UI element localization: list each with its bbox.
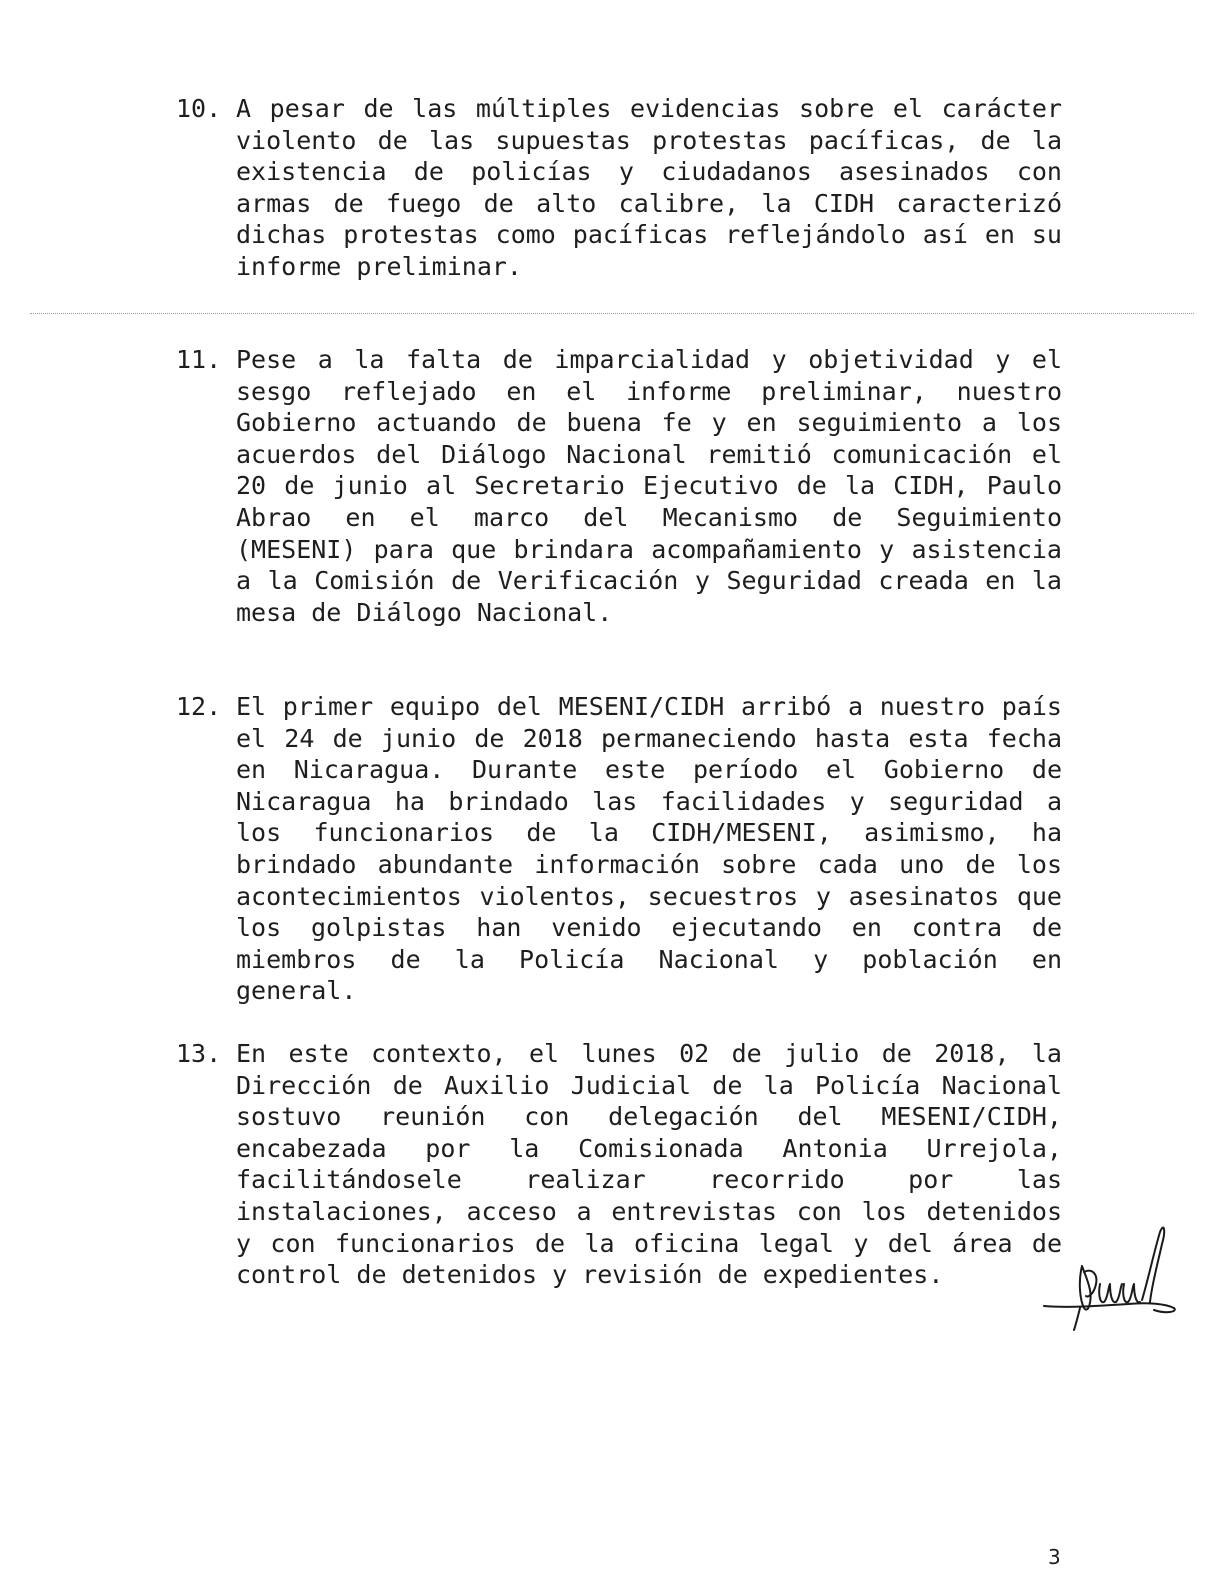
paragraph-text: A pesar de las múltiples evidencias sobre el carácter violento de las supuestas protestas pacíficas, de la existencia de policías y ciudadanos asesinados con armas de fuego de alto calibre, la CIDH caracterizó dichas protestas como pacíficas reflejándolo así en su informe preliminar.: [236, 94, 1062, 281]
page-number: 3: [1048, 1545, 1061, 1569]
paragraph-text: En este contexto, el lunes 02 de julio de 2018, la Dirección de Auxilio Judicial de la Policía Nacional sostuvo reunión con delegación del MESENI/CIDH, encabezada por la Comisionada Antonia Urrejola, facilitándosele realizar recorrido por las instalaciones, acceso a entrevistas con los detenidos y con funcionarios de la oficina legal y del área de control de detenidos y revisión de expedientes.: [236, 1039, 1062, 1290]
paragraph-12: [176, 691, 1062, 1007]
handwritten-signature: [1038, 1222, 1188, 1332]
paragraph-13: [176, 1038, 1062, 1291]
paragraph-number: 13.: [176, 1039, 222, 1068]
paragraph-text: Pese a la falta de imparcialidad y objetividad y el sesgo reflejado en el informe preliminar, nuestro Gobierno actuando de buena fe y en seguimiento a los acuerdos del Diálogo Nacional remitió comunicación el 20 de junio al Secretario Ejecutivo de la CIDH, Paulo Abrao en el marco del Mecanismo de Seguimiento (MESENI) para que brindara acompañamiento y asistencia a la Comisión de Verificación y Seguridad creada en la mesa de Diálogo Nacional.: [236, 345, 1062, 627]
paragraph-number: 11.: [176, 345, 222, 374]
paragraph-number: 12.: [176, 692, 222, 721]
paragraph-text: El primer equipo del MESENI/CIDH arribó a nuestro país el 24 de junio de 2018 permaneciendo hasta esta fecha en Nicaragua. Durante este período el Gobierno de Nicaragua ha brindado las facilidades y seguridad a los funcionarios de la CIDH/MESENI, asimismo, ha brindado abundante información sobre cada uno de los acontecimientos violentos, secuestros y asesinatos que los golpistas han venido ejecutando en contra de miembros de la Policía Nacional y población en general.: [236, 692, 1062, 1006]
paragraph-11: [176, 344, 1062, 628]
dotted-separator: [30, 313, 1194, 314]
paragraph-number: 10.: [176, 94, 222, 123]
paragraph-10: [176, 93, 1062, 283]
